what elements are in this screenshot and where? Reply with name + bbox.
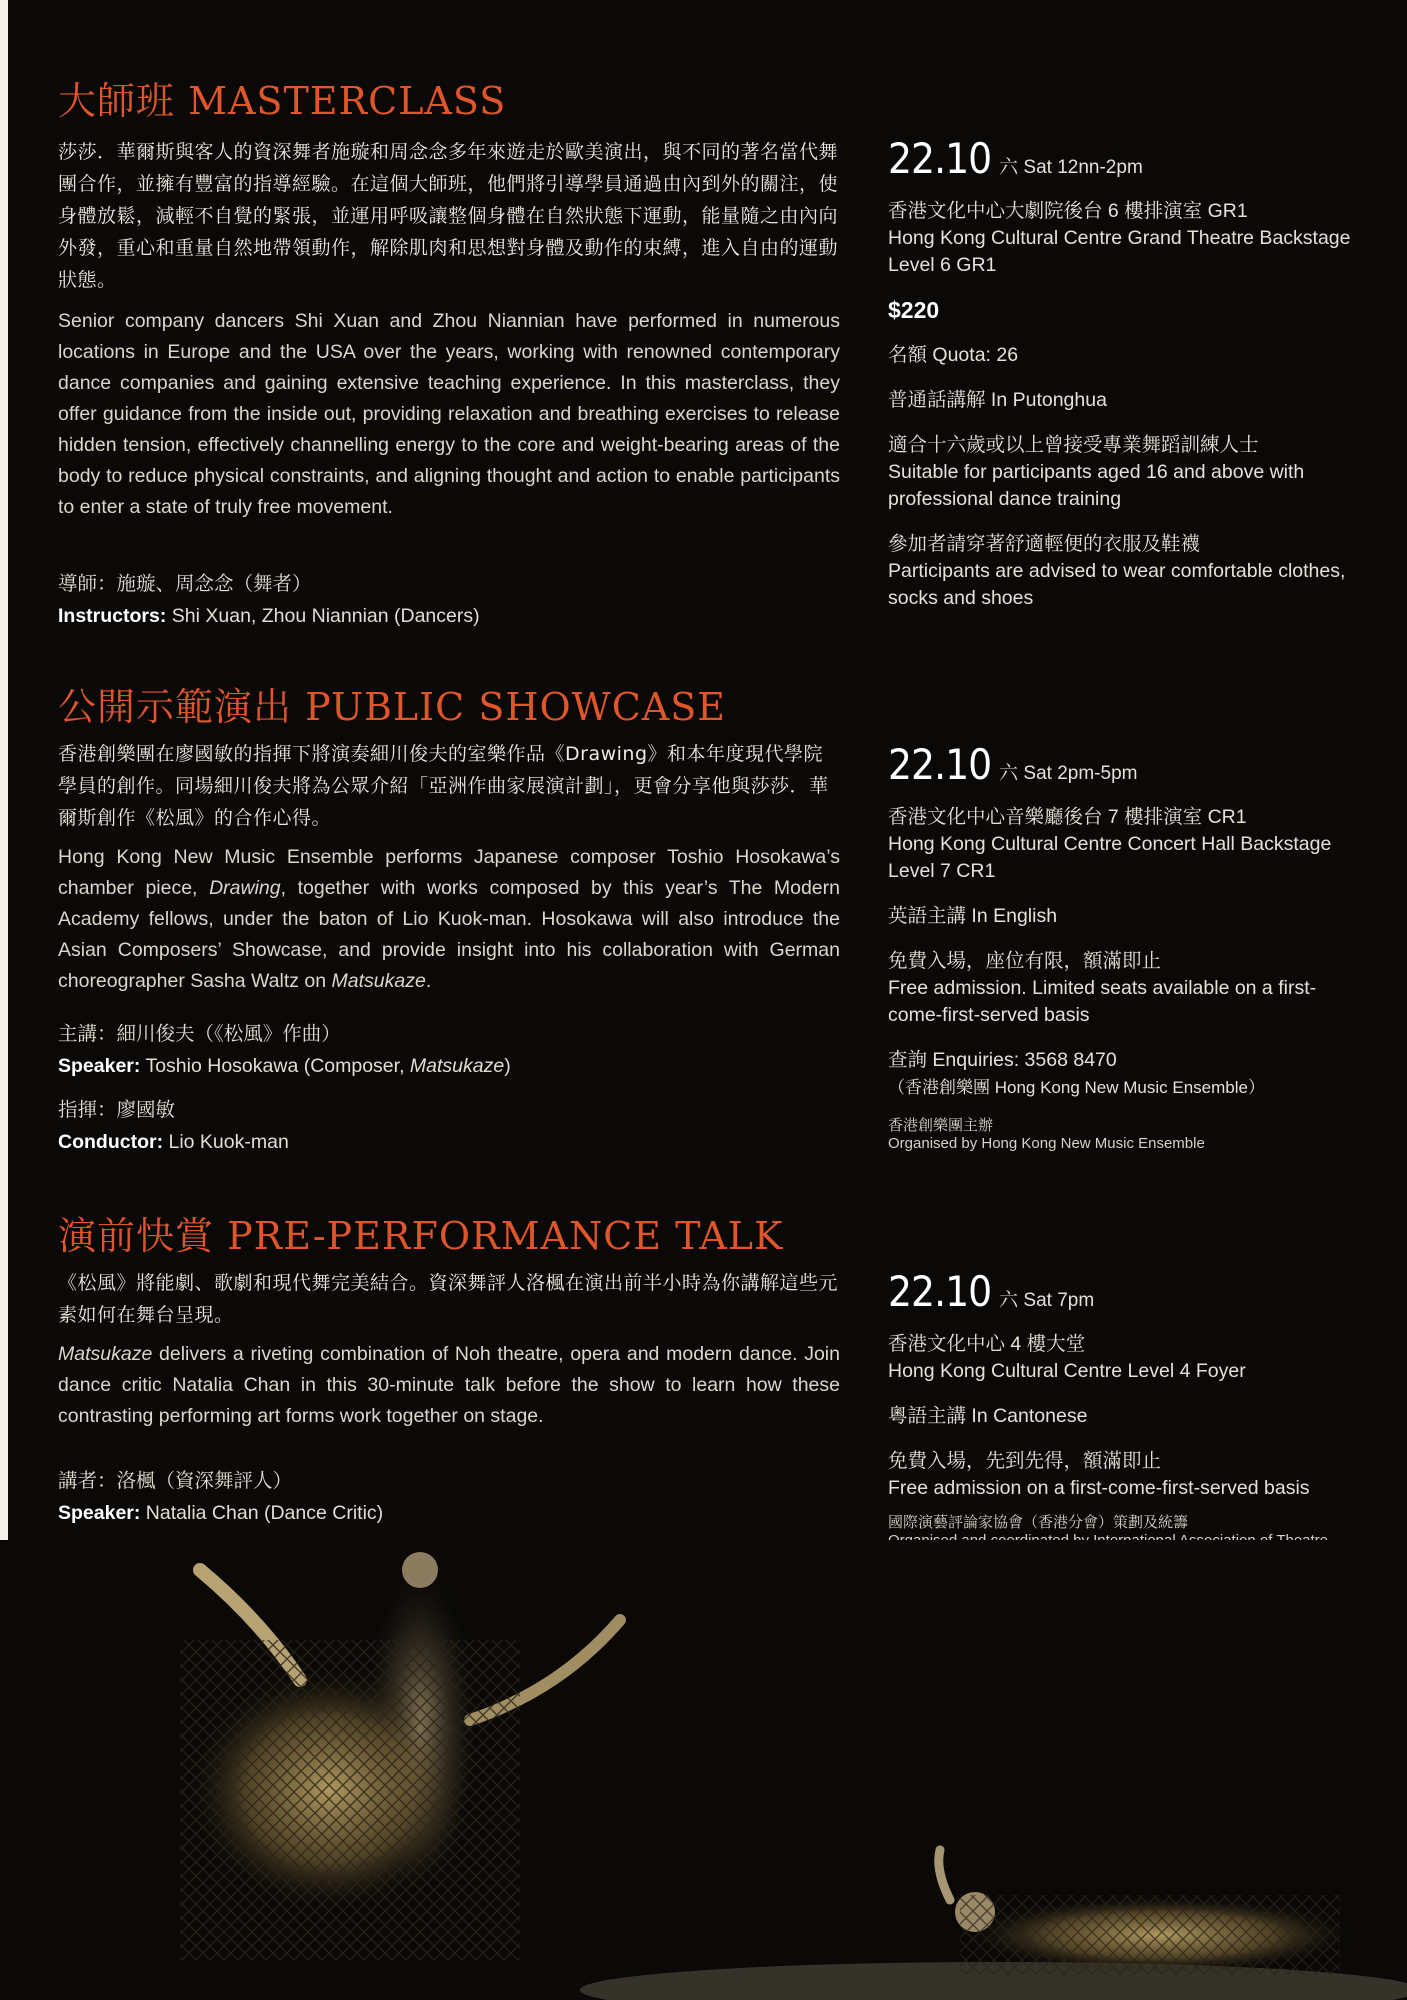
speaker-label: Speaker: (58, 1502, 141, 1524)
venue-zh: 香港文化中心音樂廳後台 7 樓排演室 CR1 (888, 806, 1247, 828)
attire-en: Participants are advised to wear comfortable clothes, socks and shoes (888, 560, 1346, 609)
talk-description (58, 1267, 840, 1432)
venue-zh: 香港文化中心 4 樓大堂 (888, 1333, 1086, 1355)
attire-zh: 參加者請穿著舒適輕便的衣服及鞋襪 (888, 533, 1201, 555)
organiser-en: Organised by Hong Kong New Music Ensemble (888, 1135, 1205, 1152)
speaker-en (58, 1050, 511, 1082)
masterclass-eligibility (888, 432, 1358, 513)
talk-venue (888, 1331, 1358, 1385)
masterclass-price: $220 (888, 297, 940, 323)
talk-admission (888, 1448, 1358, 1502)
showcase-date: 22.10 (888, 740, 992, 789)
venue-zh: 香港文化中心大劇院後台 6 樓排演室 GR1 (888, 200, 1248, 222)
masterclass-zh-text: 莎莎．華爾斯與客人的資深舞者施璇和周念念多年來遊走於歐美演出，與不同的著名當代舞團合作，並擁有豐富的指導經驗。在這個大師班，他們將引導學員通過由內到外的關注，使身體放鬆，減輕不自覺的緊張，並運用呼吸讓整個身體在自然狀態下運動，能量隨之由內向外發，重心和重量自然地帶領動作，解除肌肉和思想對身體及動作的束縛，進入自由的運動狀態。 (58, 141, 839, 291)
en-part: . (425, 970, 432, 992)
showcase-enquiries (888, 1047, 1358, 1101)
masterclass-dateline (888, 134, 1358, 186)
talk-zh-text: 《松風》將能劇、歌劇和現代舞完美結合。資深舞評人洛楓在演出前半小時為你講解這些元素如何在舞台呈現。 (58, 1272, 839, 1326)
showcase-language: 英語主講 In English (888, 905, 1058, 927)
work-title: Drawing (209, 877, 281, 899)
talk-daytime: 六 Sat 7pm (999, 1290, 1095, 1311)
showcase-organiser (888, 1117, 1358, 1153)
showcase-en-text (58, 842, 840, 997)
masterclass-language: 普通話講解 In Putonghua (888, 389, 1107, 411)
eligibility-zh: 適合十六歲或以上曾接受專業舞蹈訓練人士 (888, 434, 1259, 456)
organiser-zh: 國際演藝評論家協會（香港分會）策劃及統籌 (888, 1514, 1189, 1531)
venue-en: Hong Kong Cultural Centre Level 4 Foyer (888, 1360, 1246, 1382)
opera-title: Matsukaze (331, 970, 426, 992)
showcase-details (888, 740, 1358, 1153)
admission-en: Free admission on a first-come-first-served basis (888, 1477, 1310, 1499)
conductor-en (58, 1126, 511, 1158)
speaker-work: Matsukaze (409, 1055, 505, 1077)
masterclass-quota: 名額 Quota: 26 (888, 344, 1019, 366)
instructors-en (58, 600, 480, 632)
masterclass-daytime: 六 Sat 12nn-2pm (999, 157, 1143, 178)
talk-details (888, 1267, 1358, 1568)
conductor-zh: 指揮：廖國敏 (58, 1099, 176, 1121)
showcase-venue (888, 804, 1358, 885)
en-part: delivers a riveting combination of Noh theatre, opera and modern dance. Join dance critic Natalia Chan in this 30-minute talk before the show to learn how these contrasting performing art forms work together on stage. (58, 1343, 840, 1427)
dancer-head (402, 1552, 438, 1588)
masterclass-en-text: Senior company dancers Shi Xuan and Zhou Niannian have performed in numerous locations in Europe and the USA over the years, working with renowned contemporary dance companies and gaining extensive teaching experience. In this masterclass, they offer guidance from the inside out, providing relaxation and breathing exercises to release hidden tension, effectively channelling energy to the core and weight-bearing areas of the body to reduce physical constraints, and aligning thought and action to enable participants to enter a state of truly free movement. (58, 310, 840, 518)
showcase-admission (888, 948, 1358, 1029)
masterclass-description (58, 136, 840, 523)
enquiries-org: （香港創樂團 Hong Kong New Music Ensemble） (888, 1078, 1265, 1097)
showcase-dateline (888, 740, 1358, 792)
speaker-zh: 主講：細川俊夫（《松風》作曲） (58, 1023, 341, 1045)
admission-zh: 免費入場，座位有限，額滿即止 (888, 950, 1162, 972)
venue-en: Hong Kong Cultural Centre Grand Theatre Backstage Level 6 GR1 (888, 227, 1351, 276)
conductor-label: Conductor: (58, 1131, 164, 1153)
showcase-credits (58, 1018, 511, 1158)
masterclass-venue (888, 198, 1358, 279)
talk-en-text (58, 1339, 840, 1432)
talk-title: 演前快賞 PRE-PERFORMANCE TALK (58, 1214, 784, 1258)
eligibility-en: Suitable for participants aged 16 and above with professional dance training (888, 461, 1305, 510)
talk-language: 粵語主講 In Cantonese (888, 1405, 1088, 1427)
masterclass-date: 22.10 (888, 134, 992, 183)
showcase-title: 公開示範演出 PUBLIC SHOWCASE (58, 685, 727, 729)
instructors-value: Shi Xuan, Zhou Niannian (Dancers) (166, 605, 480, 627)
instructors-label: Instructors: (58, 605, 167, 627)
talk-dateline (888, 1267, 1358, 1319)
admission-en: Free admission. Limited seats available on a first-come-first-served basis (888, 977, 1317, 1026)
admission-zh: 免費入場，先到先得，額滿即止 (888, 1450, 1162, 1472)
enquiries-phone: 查詢 Enquiries: 3568 8470 (888, 1049, 1117, 1071)
speaker-value: Toshio Hosokawa (Composer, (140, 1055, 410, 1077)
masterclass-title: 大師班 MASTERCLASS (58, 79, 507, 123)
organiser-zh: 香港創樂團主辦 (888, 1117, 994, 1134)
speaker-en (58, 1497, 383, 1529)
masterclass-attire (888, 531, 1358, 612)
talk-speaker (58, 1465, 383, 1529)
masterclass-details (888, 134, 1358, 612)
showcase-description (58, 738, 840, 997)
speaker-label: Speaker: (58, 1055, 141, 1077)
speaker-close: ) (504, 1055, 511, 1077)
masterclass-instructors (58, 568, 480, 632)
venue-en: Hong Kong Cultural Centre Concert Hall Backstage Level 7 CR1 (888, 833, 1332, 882)
speaker-zh: 講者：洛楓（資深舞評人） (58, 1470, 293, 1492)
work-title: Matsukaze (58, 1343, 153, 1365)
dance-performance-photo (0, 1540, 1407, 2000)
instructors-zh: 導師：施璇、周念念（舞者） (58, 573, 312, 595)
showcase-daytime: 六 Sat 2pm-5pm (999, 763, 1138, 784)
en-part: , together with works composed by this year’s The Modern Academy fellows, under the baton of Lio Kuok-man. Hosokawa will also introduce the Asian Composers’ Showcase, and provide insight into his collaboration with German choreographer Sasha Waltz on (58, 877, 840, 992)
talk-date: 22.10 (888, 1267, 992, 1316)
en-part: Hong Kong New Music Ensemble performs Japanese composer Toshio Hosokawa’s chamber piece, (58, 846, 840, 899)
speaker-value: Natalia Chan (Dance Critic) (140, 1502, 384, 1524)
showcase-zh-text: 香港創樂團在廖國敏的指揮下將演奏細川俊夫的室樂作品《Drawing》和本年度現代學院學員的創作。同場細川俊夫將為公眾介紹「亞洲作曲家展演計劃」，更會分享他與莎莎．華爾斯創作《松風》的合作心得。 (58, 743, 829, 829)
conductor-value: Lio Kuok-man (163, 1131, 289, 1153)
